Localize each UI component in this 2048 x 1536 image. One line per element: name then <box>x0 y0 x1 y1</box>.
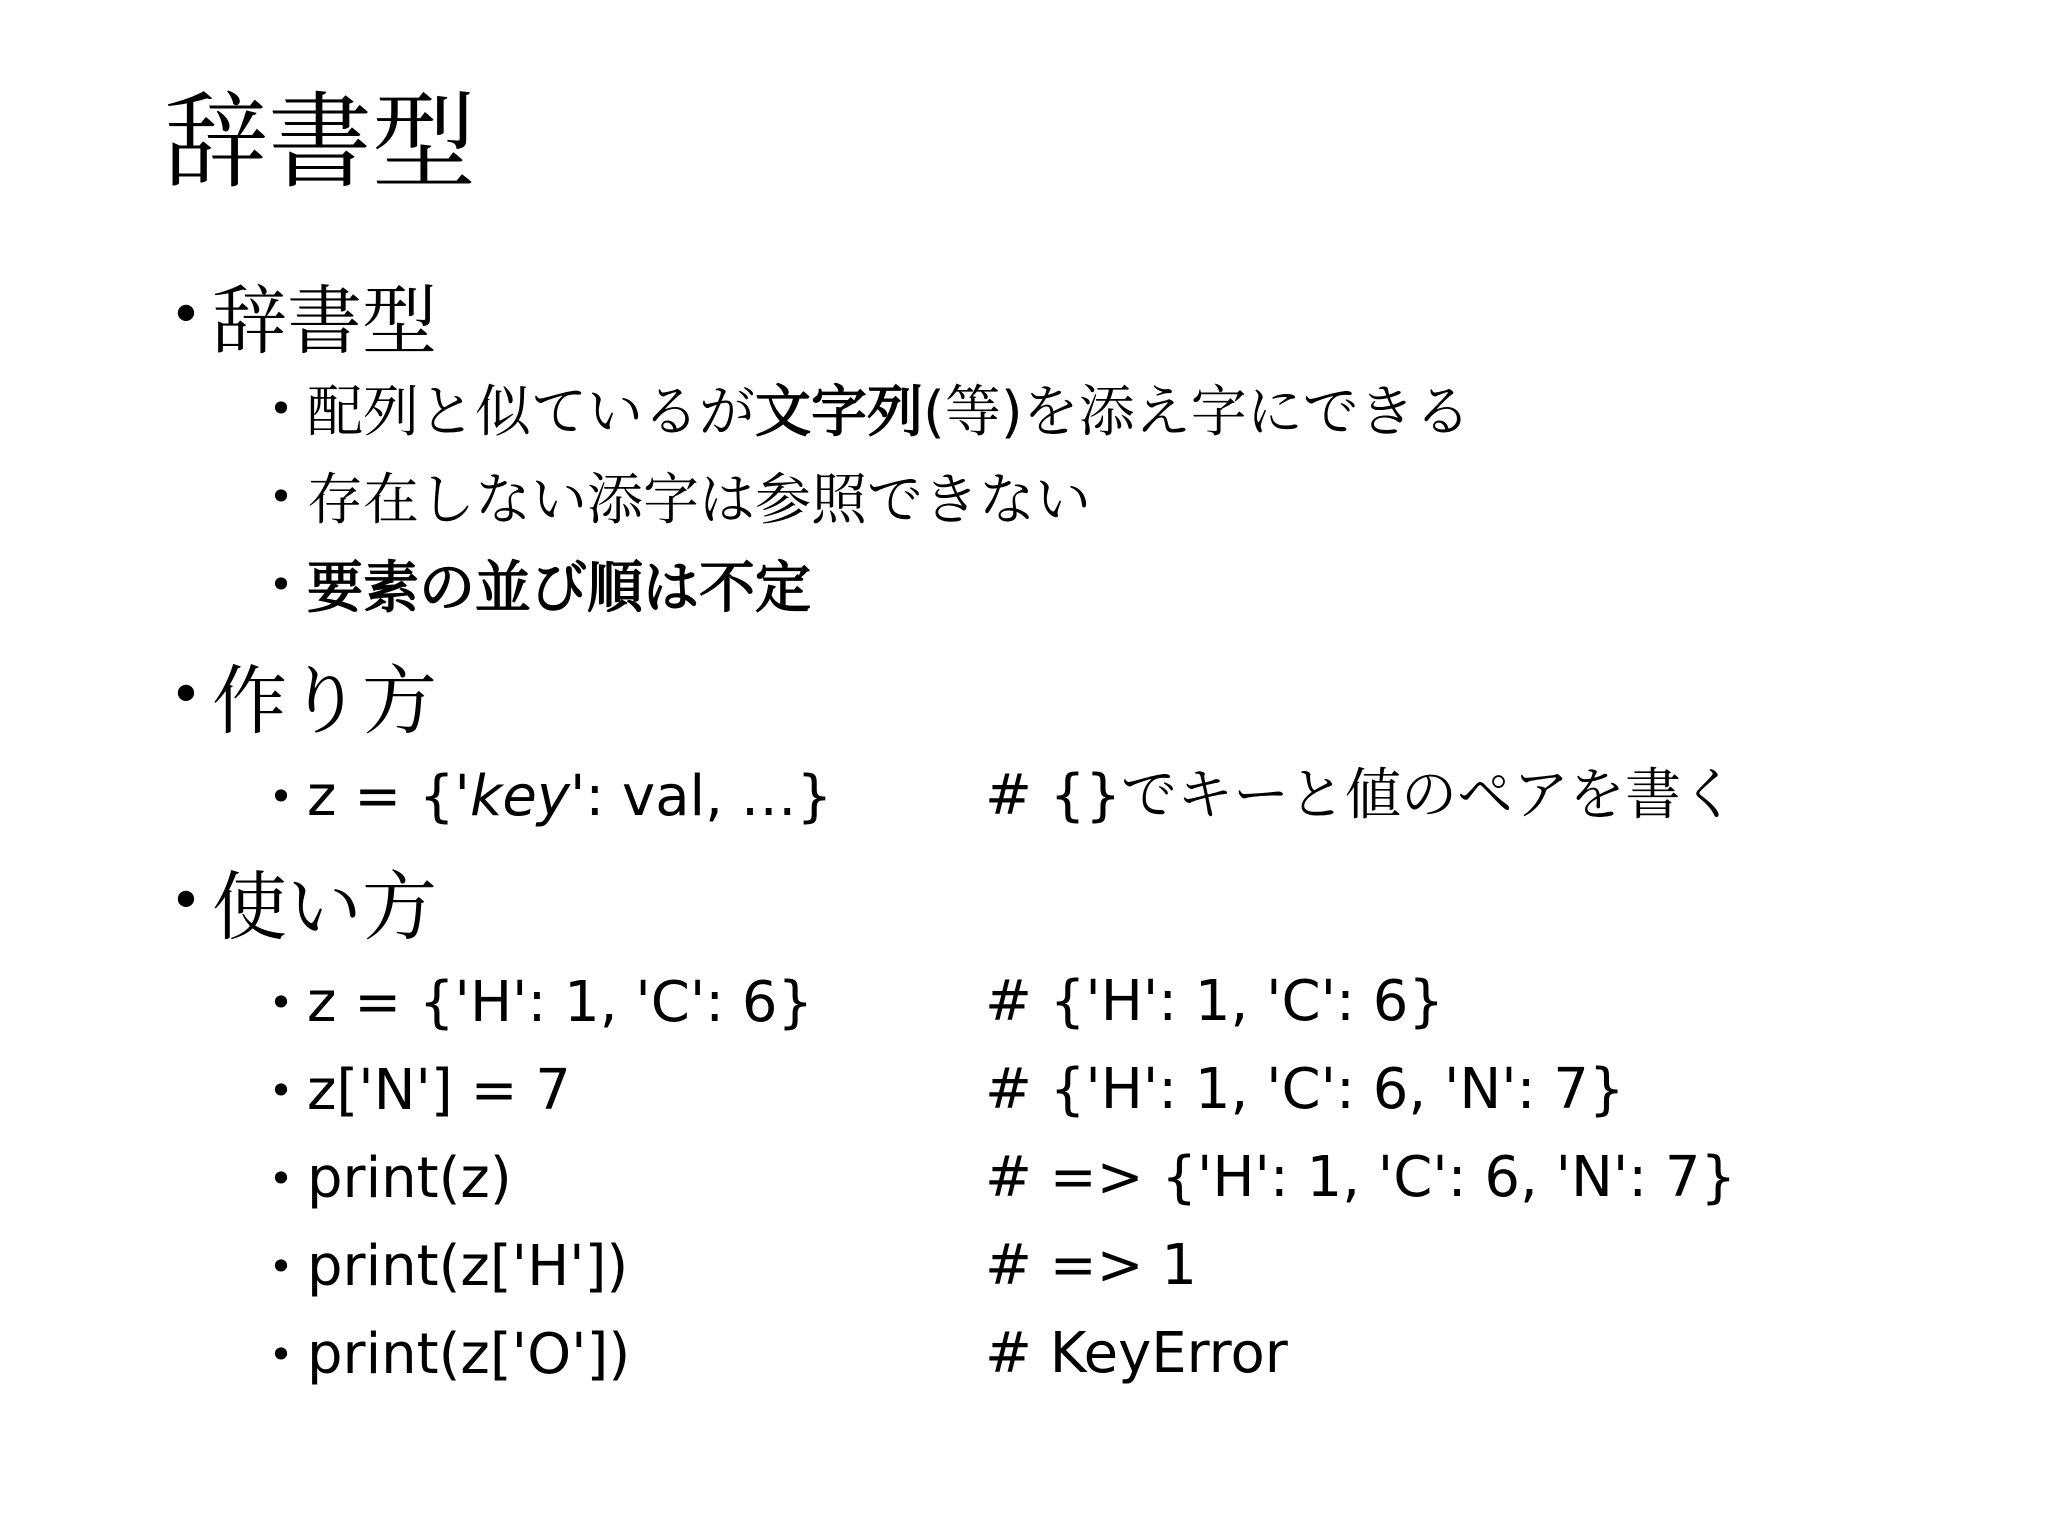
use-comment: # {'H': 1, 'C': 6} <box>985 969 1444 1034</box>
bullet-use <box>160 856 438 951</box>
use-line <box>255 1318 630 1390</box>
bullet-dot: • <box>268 1065 294 1115</box>
heading-create: 作り方 <box>212 656 438 745</box>
sub-bullet-dict-2 <box>255 460 1091 532</box>
dict-item-3: 要素の並び順は不定 <box>307 556 811 621</box>
create-code-post: ': val, …} <box>569 763 833 829</box>
bullet-dot: • <box>268 383 294 433</box>
dict-item-1-bold: 文字列 <box>755 380 923 445</box>
bullet-dict <box>160 270 438 365</box>
use-line <box>255 1142 512 1214</box>
heading-dict: 辞書型 <box>212 276 438 365</box>
use-line <box>255 966 813 1038</box>
create-code <box>307 764 832 829</box>
use-line <box>255 1230 628 1302</box>
dict-item-1-part3: (等)を添え字にできる <box>923 380 1471 445</box>
create-code-key: key <box>469 763 570 829</box>
bullet-dot: • <box>268 977 294 1027</box>
sub-bullet-create-1 <box>255 760 832 832</box>
bullet-dot: • <box>268 771 294 821</box>
slide-title: 辞書型 <box>164 81 477 203</box>
create-comment: # {}でキーと値のペアを書く <box>985 763 1737 828</box>
bullet-dot: • <box>268 1329 294 1379</box>
bullet-dot: • <box>268 1153 294 1203</box>
use-code: print(z['O']) <box>307 1321 631 1387</box>
bullet-dot: • <box>268 1241 294 1291</box>
create-code-pre: z = {' <box>307 763 470 829</box>
bullet-dot: • <box>169 868 203 934</box>
dict-item-1 <box>307 368 1471 448</box>
bullet-dot: • <box>268 471 294 521</box>
dict-item-1-part1: 配列と似ているが <box>307 380 755 445</box>
use-comment: # {'H': 1, 'C': 6, 'N': 7} <box>985 1057 1625 1122</box>
sub-bullet-dict-1 <box>255 372 1471 444</box>
use-comment: # KeyError <box>985 1321 1288 1386</box>
use-code: z = {'H': 1, 'C': 6} <box>307 969 814 1035</box>
bullet-dot: • <box>268 559 294 609</box>
bullet-create <box>160 650 438 745</box>
use-line <box>255 1054 571 1126</box>
bullet-dot: • <box>169 662 203 728</box>
use-code: print(z['H']) <box>307 1233 629 1299</box>
use-code: z['N'] = 7 <box>307 1057 571 1123</box>
bullet-dot: • <box>169 282 203 348</box>
sub-bullet-dict-3 <box>255 548 811 620</box>
use-comment: # => 1 <box>985 1233 1197 1298</box>
use-code: print(z) <box>307 1145 512 1211</box>
dict-item-2: 存在しない添字は参照できない <box>307 468 1091 533</box>
use-comment: # => {'H': 1, 'C': 6, 'N': 7} <box>985 1145 1737 1210</box>
heading-use: 使い方 <box>212 862 438 951</box>
